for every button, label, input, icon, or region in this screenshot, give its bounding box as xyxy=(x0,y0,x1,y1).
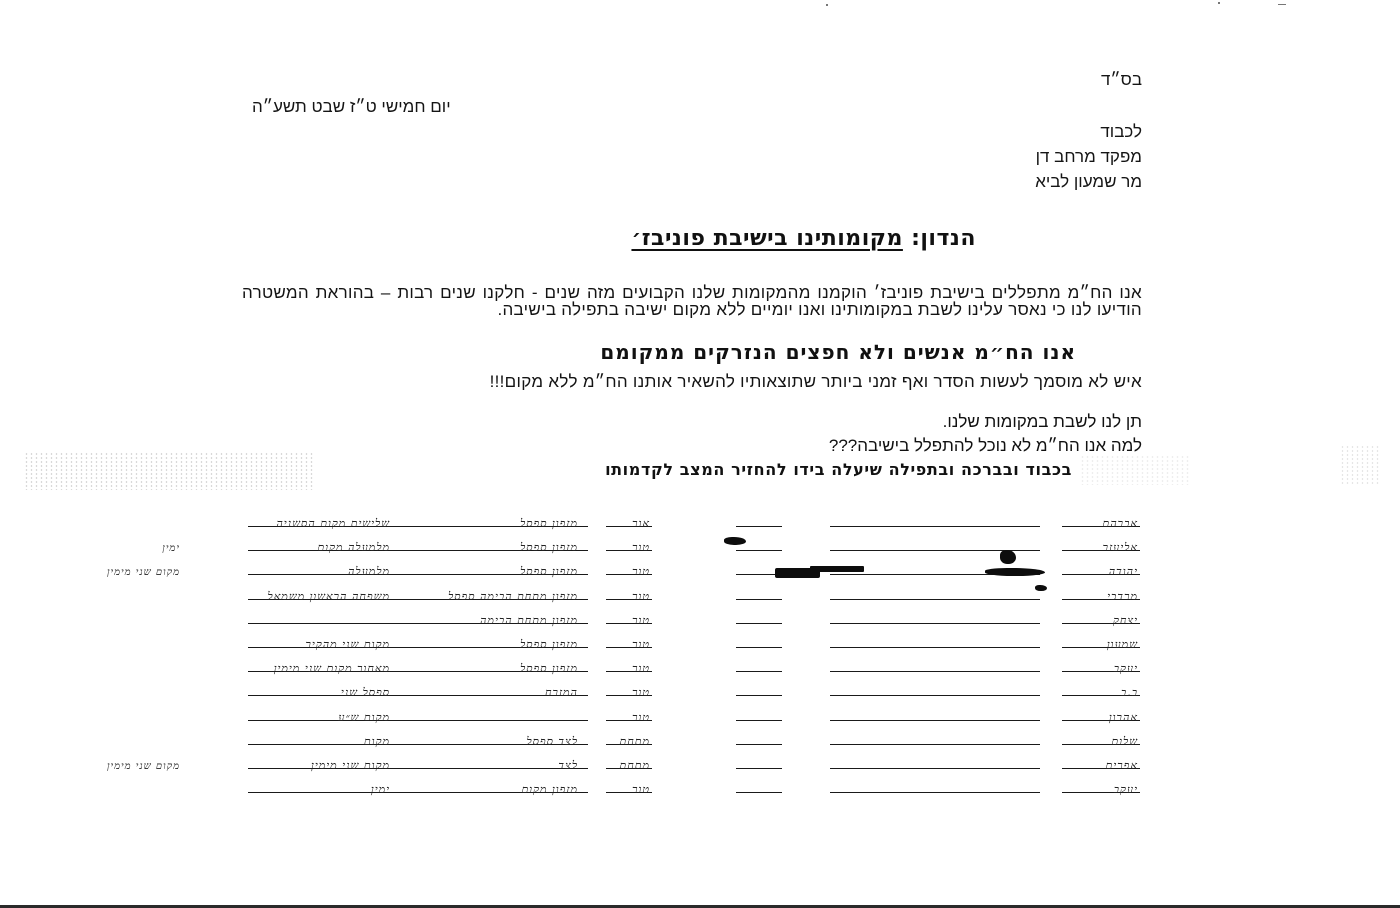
seat-row: טור xyxy=(632,541,650,555)
signer-name: אברהם xyxy=(1102,517,1138,530)
signature-line xyxy=(736,599,782,600)
signature-row xyxy=(0,554,1400,580)
seat-location: מזפון מתחת הבימה ספסל xyxy=(448,589,578,603)
seat-note: מקום ש״ע xyxy=(338,710,390,724)
signature-row xyxy=(0,530,1400,556)
seat-note: מקום שני מהקיר xyxy=(305,638,390,651)
ink-blot xyxy=(724,537,746,545)
signature-row xyxy=(0,675,1400,701)
paragraph-1: אנו הח״מ מתפללים בישיבת פוניבז׳ הוקמנו מהמקומות שלנו הקבועים מזה שנים - חלקנו שנים רבות – בהוראת המשטרה הודיעו לנו כי נאסר עלינו לשבת במקומותינו ואנו יומיים ללא מקום ישיבה בתפילה בישיבה. xyxy=(242,283,1142,319)
paragraph-4: למה אנו הח״מ לא נוכל להתפלל בישיבה??? xyxy=(828,436,1142,455)
scan-noise-left xyxy=(24,452,314,490)
seat-row: אור xyxy=(632,517,650,530)
subject-label: הנדון: xyxy=(911,226,976,251)
margin-note: מקום שני מימין xyxy=(106,567,180,579)
signature-row xyxy=(0,651,1400,677)
seat-note: ימין xyxy=(370,783,390,797)
blessing-header: בס״ד xyxy=(1101,70,1142,89)
signature-line xyxy=(830,526,1040,527)
ink-blot xyxy=(985,568,1045,576)
letter-date: יום חמישי ט״ז שבט תשע״ה xyxy=(252,97,451,116)
slogan-heading: אנו הח״מ אנשים ולא חפצים הנזרקים ממקומם xyxy=(600,340,1076,364)
signer-name: שמעון xyxy=(1106,638,1138,651)
margin-note: ימין xyxy=(162,543,180,555)
paragraph-3: תן לנו לשבת במקומות שלנו. xyxy=(942,412,1142,431)
seat-row: טור xyxy=(632,710,650,724)
signature-row xyxy=(0,748,1400,774)
signature-row xyxy=(0,772,1400,798)
recipient-salutation: לכבוד xyxy=(1100,122,1142,141)
subject-line xyxy=(631,226,976,251)
signature-line xyxy=(736,768,782,769)
margin-note: מקום שני מימין xyxy=(106,761,180,772)
seat-location: מזפון ספסל xyxy=(520,662,578,676)
seat-note: מלמעלה מקום xyxy=(317,541,390,555)
paragraph-2: איש לא מוסמך לעשות הסדר ואף זמני ביותר שתוצאותיו להשאיר אותנו הח״מ ללא מקום!!! xyxy=(489,372,1142,391)
seat-location-line xyxy=(248,695,588,696)
scan-noise-edge xyxy=(1340,445,1380,485)
signer-name: שלום xyxy=(1111,734,1138,748)
signer-name: יצחק xyxy=(1112,613,1138,627)
signer-name: ב.ב xyxy=(1120,686,1138,700)
signature-line xyxy=(736,720,782,721)
seat-location: מזפון ספסל xyxy=(520,638,578,651)
seat-note: משפחה הראשון משמאל xyxy=(267,589,390,603)
seat-row: טור xyxy=(632,565,650,579)
recipient-title: מפקד מרחב דן xyxy=(1035,147,1142,166)
seat-row: טור xyxy=(632,613,650,627)
seat-location: לצד ספסל xyxy=(526,734,578,748)
signer-name: יהודה xyxy=(1108,565,1138,579)
signature-line xyxy=(830,623,1040,624)
signature-line xyxy=(830,744,1040,745)
signer-name: אפרים xyxy=(1105,759,1138,772)
signature-line xyxy=(830,792,1040,793)
signature-line xyxy=(830,647,1040,648)
signature-line xyxy=(736,550,782,551)
ink-blot xyxy=(1035,585,1047,591)
seat-row: מתחת xyxy=(619,734,650,748)
signature-line xyxy=(736,744,782,745)
seat-note: ספסל שני xyxy=(340,686,390,700)
seat-location: לצד xyxy=(558,759,578,772)
seat-location: מזפון ספסל xyxy=(520,517,578,530)
signature-line xyxy=(736,792,782,793)
seat-location: מזפון ספסל xyxy=(520,565,578,579)
signature-line xyxy=(736,671,782,672)
signature-row xyxy=(0,579,1400,605)
seat-location: המזרח xyxy=(545,686,578,700)
signature-line xyxy=(736,647,782,648)
signer-name: יעקב xyxy=(1113,662,1138,676)
signature-line xyxy=(830,671,1040,672)
recipient-name: מר שמעון לביא xyxy=(1035,172,1142,191)
signature-line xyxy=(830,599,1040,600)
closing-line: בכבוד ובברכה ובתפילה שיעלה בידו להחזיר המצב לקדמותו xyxy=(605,460,1072,479)
signature-row xyxy=(0,603,1400,629)
signature-line xyxy=(830,695,1040,696)
seat-note: שלישית מקום הסשניה xyxy=(276,517,390,530)
scan-speck xyxy=(1218,2,1220,4)
signature-line xyxy=(736,695,782,696)
ink-blot xyxy=(1000,550,1016,564)
signature-line xyxy=(736,526,782,527)
signature-row xyxy=(0,700,1400,726)
signature-line xyxy=(830,720,1040,721)
scan-noise-right xyxy=(1080,455,1190,485)
seat-note: מקום שני מימין xyxy=(311,759,390,772)
scan-speck xyxy=(826,4,828,6)
signature-row xyxy=(0,627,1400,653)
seat-row: טור xyxy=(632,589,650,603)
seat-note: מקום xyxy=(363,734,390,748)
ink-blot xyxy=(810,566,864,572)
scan-speck xyxy=(1278,4,1286,5)
subject-text: מקומותינו בישיבת פוניבז׳ xyxy=(631,226,903,251)
seat-location-line xyxy=(248,768,588,769)
seat-location: מזפון מתחת הבימה xyxy=(479,613,578,627)
seat-note: מאחור מקום שני מימין xyxy=(273,662,390,676)
seat-row: מתחת xyxy=(619,759,650,772)
signer-name: אליעזר xyxy=(1102,541,1138,555)
signer-name: מרדכי xyxy=(1107,589,1138,603)
seat-row: טור xyxy=(632,662,650,676)
seat-note: מלמעלה xyxy=(347,565,390,579)
signer-name: אהרון xyxy=(1108,710,1138,724)
seat-row: טור xyxy=(632,686,650,700)
signature-row xyxy=(0,724,1400,750)
seat-location: מזפון מקום xyxy=(521,783,578,797)
seat-row: טור xyxy=(632,638,650,651)
signature-line xyxy=(830,768,1040,769)
signature-row xyxy=(0,506,1400,532)
seat-row: טור xyxy=(632,783,650,797)
seat-location: מזפון ספסל xyxy=(520,541,578,555)
signer-name: יעקב xyxy=(1113,783,1138,797)
seat-location-line xyxy=(248,720,588,721)
signature-line xyxy=(736,623,782,624)
